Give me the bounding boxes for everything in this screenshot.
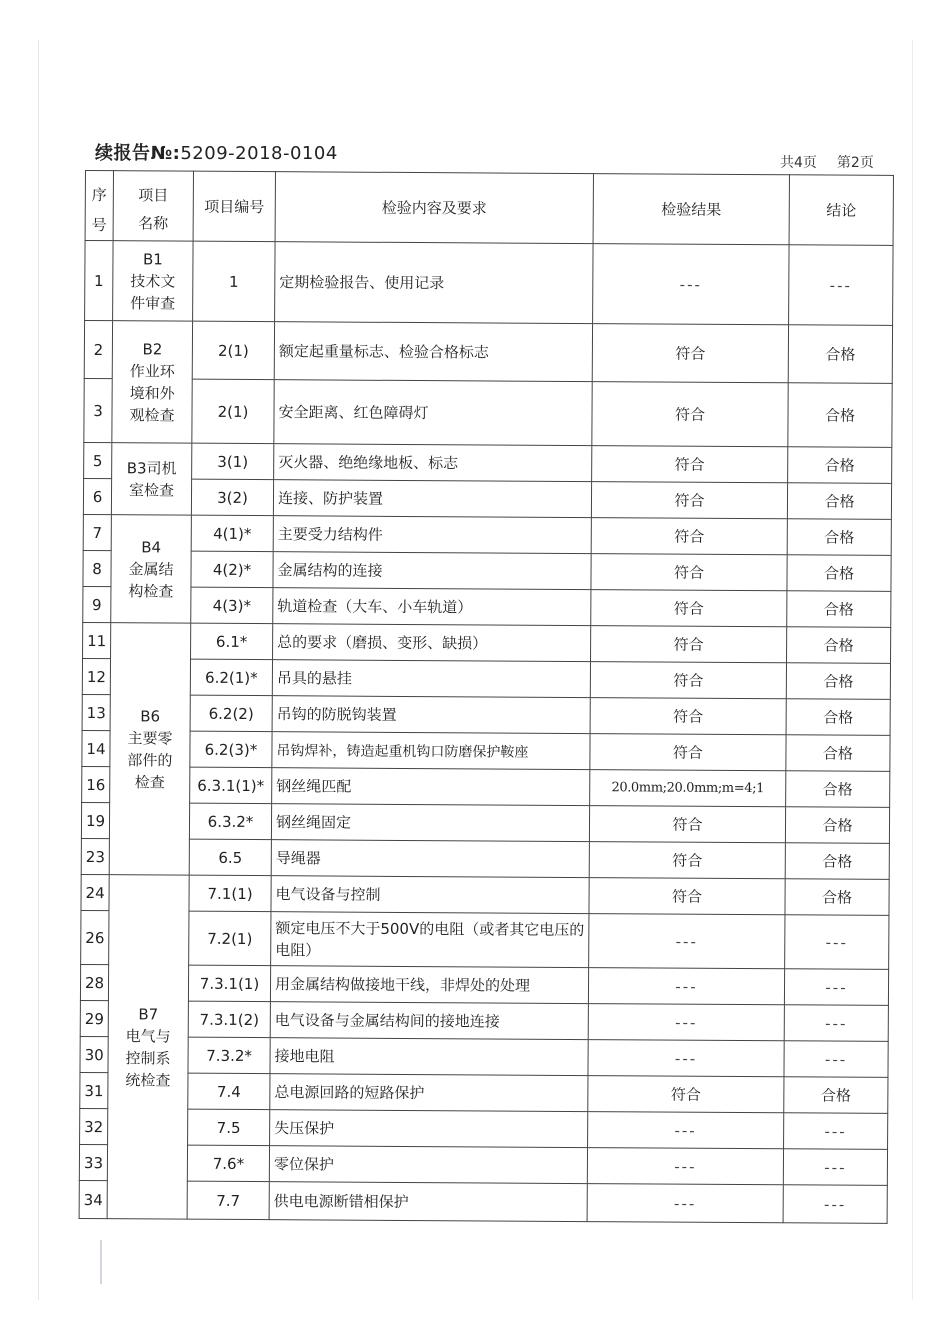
row-conclusion: 合格 [787, 519, 891, 556]
row-conclusion: 合格 [785, 879, 889, 916]
row-result: 符合 [592, 446, 788, 483]
row-result: 符合 [589, 842, 785, 879]
row-content: 零位保护 [269, 1146, 587, 1184]
row-content: 用金属结构做接地干线，非焊处的处理 [270, 966, 588, 1004]
row-conclusion: 合格 [785, 843, 889, 880]
row-content: 额定电压不大于500V的电阻（或者其它电压的电阻） [271, 912, 589, 968]
row-seq: 3 [84, 378, 112, 442]
row-content: 吊钩的防脱钩装置 [272, 696, 590, 734]
row-result: 符合 [592, 382, 788, 447]
row-conclusion: 合格 [785, 807, 889, 844]
row-content: 灭火器、绝绝缘地板、标志 [274, 444, 592, 482]
table-row [80, 1108, 888, 1149]
row-seq: 26 [81, 910, 109, 964]
row-code: 6.5 [189, 839, 271, 876]
row-code: 7.2(1) [189, 911, 271, 965]
row-content: 定期检验报告、使用记录 [275, 242, 593, 324]
inspection-table [79, 170, 894, 1224]
table-row [80, 1072, 888, 1113]
row-content: 接地电阻 [270, 1038, 588, 1076]
row-seq: 29 [80, 1000, 108, 1036]
table-row [82, 766, 890, 807]
row-seq: 23 [81, 838, 109, 874]
row-conclusion: --- [784, 1113, 888, 1150]
category-b1: B1 技术文 件审查 [113, 241, 193, 321]
row-conclusion: --- [789, 245, 893, 326]
row-seq: 31 [80, 1072, 108, 1108]
table-header-row [85, 171, 893, 246]
report-number-value: 5209-2018-0104 [180, 143, 338, 164]
table-row [85, 241, 893, 326]
table-row [83, 550, 891, 591]
row-seq: 7 [83, 514, 111, 550]
table-row [84, 378, 892, 447]
table-row [80, 1036, 888, 1077]
category-b6: B6 主要零 部件的 检查 [109, 623, 191, 875]
row-content: 连接、防护装置 [273, 480, 591, 518]
row-code: 2(1) [192, 379, 274, 443]
table-row [83, 622, 891, 663]
row-result: 符合 [589, 878, 785, 915]
row-result: 符合 [590, 662, 786, 699]
row-code: 3(1) [192, 443, 274, 480]
row-code: 7.1(1) [189, 875, 271, 912]
row-result: 符合 [591, 626, 787, 663]
row-code: 1 [193, 241, 275, 321]
row-result: 符合 [589, 806, 785, 843]
header-content: 检验内容及要求 [275, 172, 593, 244]
row-result: --- [588, 1004, 784, 1041]
category-b2: B2 作业环 境和外 观检查 [112, 321, 193, 443]
row-result: --- [589, 914, 785, 969]
row-result: 符合 [591, 482, 787, 519]
report-number [95, 139, 338, 165]
row-content: 金属结构的连接 [273, 552, 591, 590]
row-code: 7.7 [187, 1181, 269, 1220]
row-content: 总的要求（磨损、变形、缺损） [273, 624, 591, 662]
row-result: 符合 [591, 554, 787, 591]
table-row [82, 730, 890, 771]
row-seq: 19 [81, 802, 109, 838]
row-result: 符合 [592, 324, 788, 383]
row-code: 4(1)* [191, 515, 273, 552]
row-content: 吊钩焊补，铸造起重机钩口防磨保护鞍座 [272, 732, 590, 770]
row-content: 电气设备与控制 [271, 876, 589, 914]
row-content: 轨道检查（大车、小车轨道） [273, 588, 591, 626]
row-code: 4(3)* [191, 587, 273, 624]
row-seq: 9 [83, 586, 111, 622]
row-code: 6.3.1(1)* [190, 767, 272, 804]
row-conclusion: 合格 [786, 663, 890, 700]
row-code: 7.3.2* [188, 1037, 270, 1074]
current-page: 第2页 [836, 155, 874, 171]
row-result: --- [588, 968, 784, 1005]
row-seq: 11 [83, 622, 111, 658]
row-result: --- [593, 244, 789, 325]
row-seq: 14 [82, 730, 110, 766]
binding-mark [100, 1240, 102, 1284]
row-content: 失压保护 [270, 1110, 588, 1148]
row-result: 符合 [590, 698, 786, 735]
row-seq: 6 [83, 478, 111, 514]
row-conclusion: 合格 [788, 383, 892, 448]
table-row [81, 910, 889, 969]
row-conclusion: 合格 [788, 325, 892, 384]
row-result: 符合 [588, 1076, 784, 1113]
row-result: --- [588, 1112, 784, 1149]
row-content: 电气设备与金属结构间的接地连接 [270, 1002, 588, 1040]
table-row [83, 586, 891, 627]
row-seq: 16 [82, 766, 110, 802]
category-b4: B4 金属结 构检查 [111, 515, 192, 623]
row-code: 6.2(2) [190, 695, 272, 732]
table-row [79, 1144, 887, 1185]
table-row [81, 838, 889, 879]
row-content: 钢丝绳匹配 [272, 768, 590, 806]
row-seq: 2 [84, 321, 112, 379]
row-conclusion: --- [784, 1005, 888, 1042]
row-content: 主要受力结构件 [273, 516, 591, 554]
row-conclusion: --- [784, 969, 888, 1006]
row-seq: 13 [82, 694, 110, 730]
row-conclusion: 合格 [786, 699, 890, 736]
row-seq: 32 [80, 1108, 108, 1144]
row-code: 2(1) [192, 321, 274, 379]
row-seq: 12 [82, 658, 110, 694]
row-code: 6.3.2* [189, 803, 271, 840]
row-code: 6.2(1)* [190, 659, 272, 696]
table-row [82, 658, 890, 699]
page-edge-left [38, 40, 39, 1300]
row-code: 3(2) [191, 479, 273, 516]
table-row [81, 802, 889, 843]
row-code: 7.3.1(2) [188, 1001, 270, 1038]
category-b7: B7 电气与 控制系 统检查 [107, 875, 189, 1219]
row-content: 导绳器 [271, 840, 589, 878]
row-result: --- [587, 1184, 783, 1223]
row-conclusion: 合格 [786, 771, 890, 808]
row-seq: 33 [79, 1144, 107, 1180]
row-result: --- [588, 1040, 784, 1077]
row-seq: 5 [84, 442, 112, 478]
row-content: 总电源回路的短路保护 [270, 1074, 588, 1112]
row-conclusion: 合格 [786, 735, 890, 772]
page-edge-right [912, 40, 913, 1300]
row-seq: 28 [80, 964, 108, 1000]
row-conclusion: --- [783, 1185, 887, 1224]
row-content: 安全距离、红色障碍灯 [274, 380, 592, 446]
row-seq: 30 [80, 1036, 108, 1072]
row-content: 供电电源断错相保护 [269, 1182, 587, 1222]
row-seq: 1 [85, 241, 113, 321]
row-seq: 24 [81, 874, 109, 910]
header-seq: 序 号 [85, 171, 113, 241]
table-row [79, 1180, 887, 1223]
header-conclusion: 结论 [789, 175, 893, 246]
category-b3: B3司机 室检查 [111, 443, 191, 515]
row-conclusion: 合格 [788, 447, 892, 484]
row-content: 吊具的悬挂 [272, 660, 590, 698]
header-item-name: 项目 名称 [113, 171, 193, 241]
row-code: 6.2(3)* [190, 731, 272, 768]
table-row [81, 874, 889, 915]
table-row [84, 321, 892, 384]
report-number-label: 续报告№: [95, 143, 181, 164]
header-item-code: 项目编号 [193, 171, 275, 241]
row-seq: 34 [79, 1180, 107, 1218]
row-conclusion: --- [783, 1149, 887, 1186]
row-conclusion: 合格 [787, 627, 891, 664]
table-row [83, 478, 891, 519]
table-row [83, 514, 891, 555]
row-conclusion: 合格 [787, 483, 891, 520]
page-info [780, 152, 874, 172]
row-code: 7.3.1(1) [188, 965, 270, 1002]
row-result: --- [587, 1148, 783, 1185]
table-row [80, 1000, 888, 1041]
row-content: 钢丝绳固定 [271, 804, 589, 842]
table-row [82, 694, 890, 735]
row-result: 符合 [591, 518, 787, 555]
row-result: 符合 [591, 590, 787, 627]
row-code: 7.5 [188, 1109, 270, 1146]
row-code: 6.1* [191, 623, 273, 660]
row-code: 4(2)* [191, 551, 273, 588]
row-code: 7.6* [187, 1145, 269, 1182]
table-row [84, 442, 892, 483]
total-pages: 共4页 [780, 155, 817, 171]
row-conclusion: 合格 [787, 591, 891, 628]
row-seq: 8 [83, 550, 111, 586]
row-code: 7.4 [188, 1073, 270, 1110]
row-conclusion: --- [784, 1041, 888, 1078]
row-conclusion: --- [785, 915, 889, 970]
header-result: 检验结果 [593, 174, 789, 245]
row-result: 20.0mm;20.0mm;m=4;1 [590, 770, 786, 807]
row-content: 额定起重量标志、检验合格标志 [274, 322, 592, 382]
table-row [80, 964, 888, 1005]
row-conclusion: 合格 [787, 555, 891, 592]
row-conclusion: 合格 [784, 1077, 888, 1114]
row-result: 符合 [590, 734, 786, 771]
